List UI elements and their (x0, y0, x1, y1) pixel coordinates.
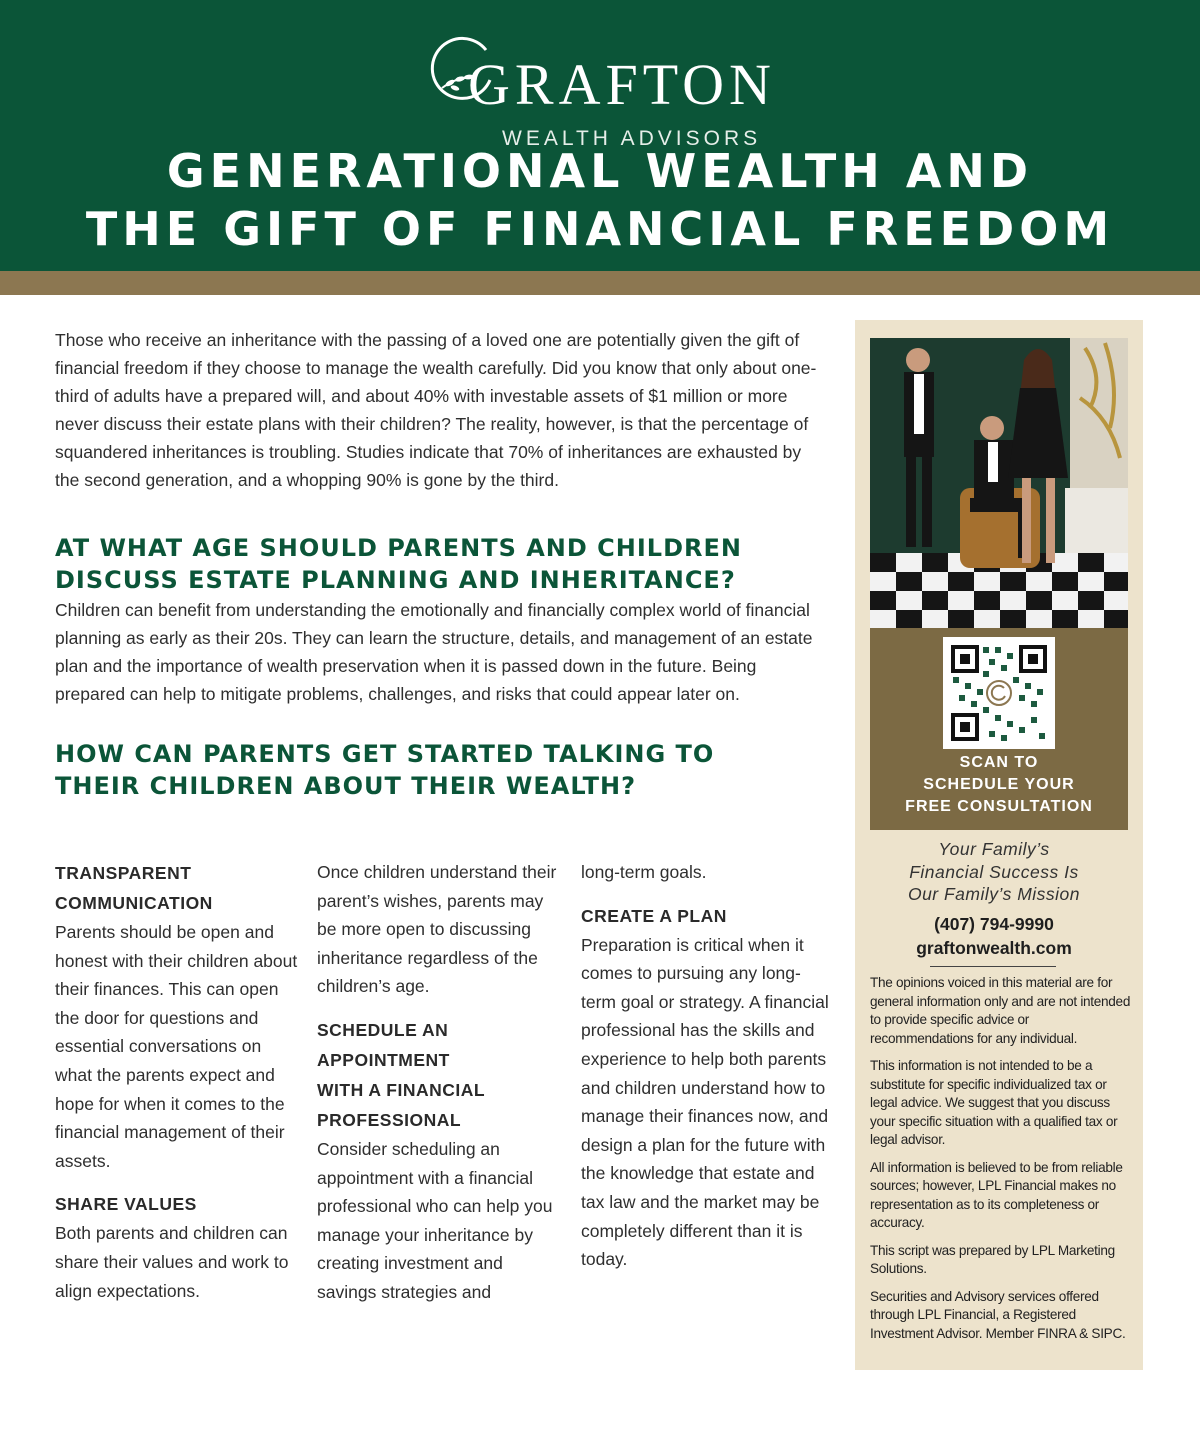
disclaimer-paragraph: The opinions voiced in this material are for general information only and are not intended to provide specific advice or recommendations for any individual. (870, 975, 1131, 1046)
section-age-body: Children can benefit from understanding the emotionally and financially complex world of financial planning as early as their 20s. They can learn the structure, details, and management of an estate plan and the importance of wealth preservation when it is passed down in the future. Being prepared can help to mitigate problems, challenges, and risks that could appear later on. (55, 600, 813, 704)
share-values-continued: Once children understand their parent’s wishes, parents may be more open to discussing inheritance regardless of the children’s age. (317, 862, 557, 997)
subheading-line: COMMUNICATION (55, 893, 213, 913)
scan-cta (870, 752, 1128, 818)
tagline-line: Financial Success Is (909, 861, 1079, 882)
share-values-body: Both parents and children can share their values and work to align expectations. (55, 1223, 289, 1301)
disclaimer-paragraph: Securities and Advisory services offered through LPL Financial, a Registered Investment Advisor. Member FINRA & SIPC. (870, 1288, 1126, 1341)
qr-code-icon[interactable] (943, 637, 1055, 749)
section-heading-age-line-1: AT WHAT AGE SHOULD PARENTS AND CHILDREN (55, 534, 742, 562)
subheading-line: PROFESSIONAL (317, 1109, 462, 1130)
subheading-share-values: SHARE VALUES (55, 1194, 197, 1215)
website-link[interactable]: graftonwealth.com (916, 938, 1072, 958)
qr-code-graphic (943, 637, 1055, 749)
create-plan-body: Preparation is critical when it comes to pursuing any long-term goal or strategy. A financial professional has the skills and experience to help both parents and children understand how to manage their finances now, and design a plan for the future with the knowledge that estate and tax law and the market may be completely different than it is today. (581, 934, 829, 1270)
grafton-logo (422, 28, 782, 150)
subheading-line: WITH A FINANCIAL (317, 1079, 486, 1100)
subheading-line: APPOINTMENT (317, 1049, 450, 1070)
schedule-appointment-continued: long-term goals. (581, 862, 707, 882)
disclaimer-paragraph: This script was prepared by LPL Marketing Solutions. (870, 1242, 1115, 1276)
scan-cta-line: SCHEDULE YOUR (923, 776, 1075, 793)
phone-number[interactable]: (407) 794-9990 (934, 914, 1054, 934)
subheading-transparent-communication (55, 858, 300, 918)
subheading-line: SCHEDULE AN (317, 1019, 449, 1040)
schedule-appointment-body: Consider scheduling an appointment with a financial professional who can help you manage your inheritance by creating investment and savings strategies and (317, 1138, 553, 1302)
tagline (860, 838, 1128, 906)
brand-name: GRAFTON (468, 52, 776, 117)
header-banner (0, 0, 1200, 271)
section-heading-age (55, 532, 825, 596)
subheading-create-plan: CREATE A PLAN (581, 905, 727, 926)
intro-paragraph: Those who receive an inheritance with the passing of a loved one are potentially given the gift of financial freedom if they choose to manage the wealth carefully. Did you know that only about one-third of adults have a prepared will, and about 40% with investable assets of $1 million or more never discuss their estate plans with their children? The reality, however, is that the percentage of squandered inheritances is troubling. Studies indicate that 70% of inheritances are exhausted by the second generation, and a whopping 90% is gone by the third. (55, 330, 817, 490)
brand-subtitle: WEALTH ADVISORS (502, 127, 762, 150)
tips-columns (55, 858, 830, 1378)
section-heading-started-line-2: THEIR CHILDREN ABOUT THEIR WEALTH? (55, 772, 637, 800)
team-photo-illustration (870, 338, 1128, 628)
subheading-line: TRANSPARENT (55, 863, 192, 883)
column-1 (55, 858, 300, 1305)
disclaimer-paragraph: This information is not intended to be a substitute for specific individualized tax or legal advice. We suggest that you discuss your specific situation with a qualified tax or legal advisor. (870, 1058, 1118, 1147)
scan-cta-line: SCAN TO (959, 754, 1039, 771)
headline-line-1: GENERATIONAL WEALTH AND (166, 144, 1034, 198)
sidebar-divider (930, 966, 1056, 967)
section-heading-started (55, 738, 825, 802)
transparent-communication-body: Parents should be open and honest with their children about their finances. This can open the door for questions and essential conversations on what the parents expect and hope for when it comes to the financial management of their assets. (55, 922, 298, 1171)
page-title (0, 142, 1200, 258)
headline-line-2: THE GIFT OF FINANCIAL FREEDOM (85, 202, 1115, 256)
team-photo (870, 338, 1128, 628)
tagline-line: Your Family’s (938, 839, 1050, 859)
disclaimers (870, 974, 1132, 1352)
scan-cta-line: FREE CONSULTATION (905, 798, 1093, 815)
disclaimer-paragraph: All information is believed to be from reliable sources; however, LPL Financial makes no representation as to its completeness or accuracy. (870, 1159, 1123, 1230)
column-2 (317, 858, 562, 1307)
main-content (55, 326, 825, 802)
tagline-line: Our Family’s Mission (907, 884, 1081, 904)
section-heading-age-line-2: DISCUSS ESTATE PLANNING AND INHERITANCE? (55, 566, 736, 594)
column-3 (581, 858, 829, 1274)
accent-divider-bar (0, 271, 1200, 295)
subheading-schedule-appointment (317, 1015, 562, 1135)
section-heading-started-line-1: HOW CAN PARENTS GET STARTED TALKING TO (55, 740, 715, 768)
